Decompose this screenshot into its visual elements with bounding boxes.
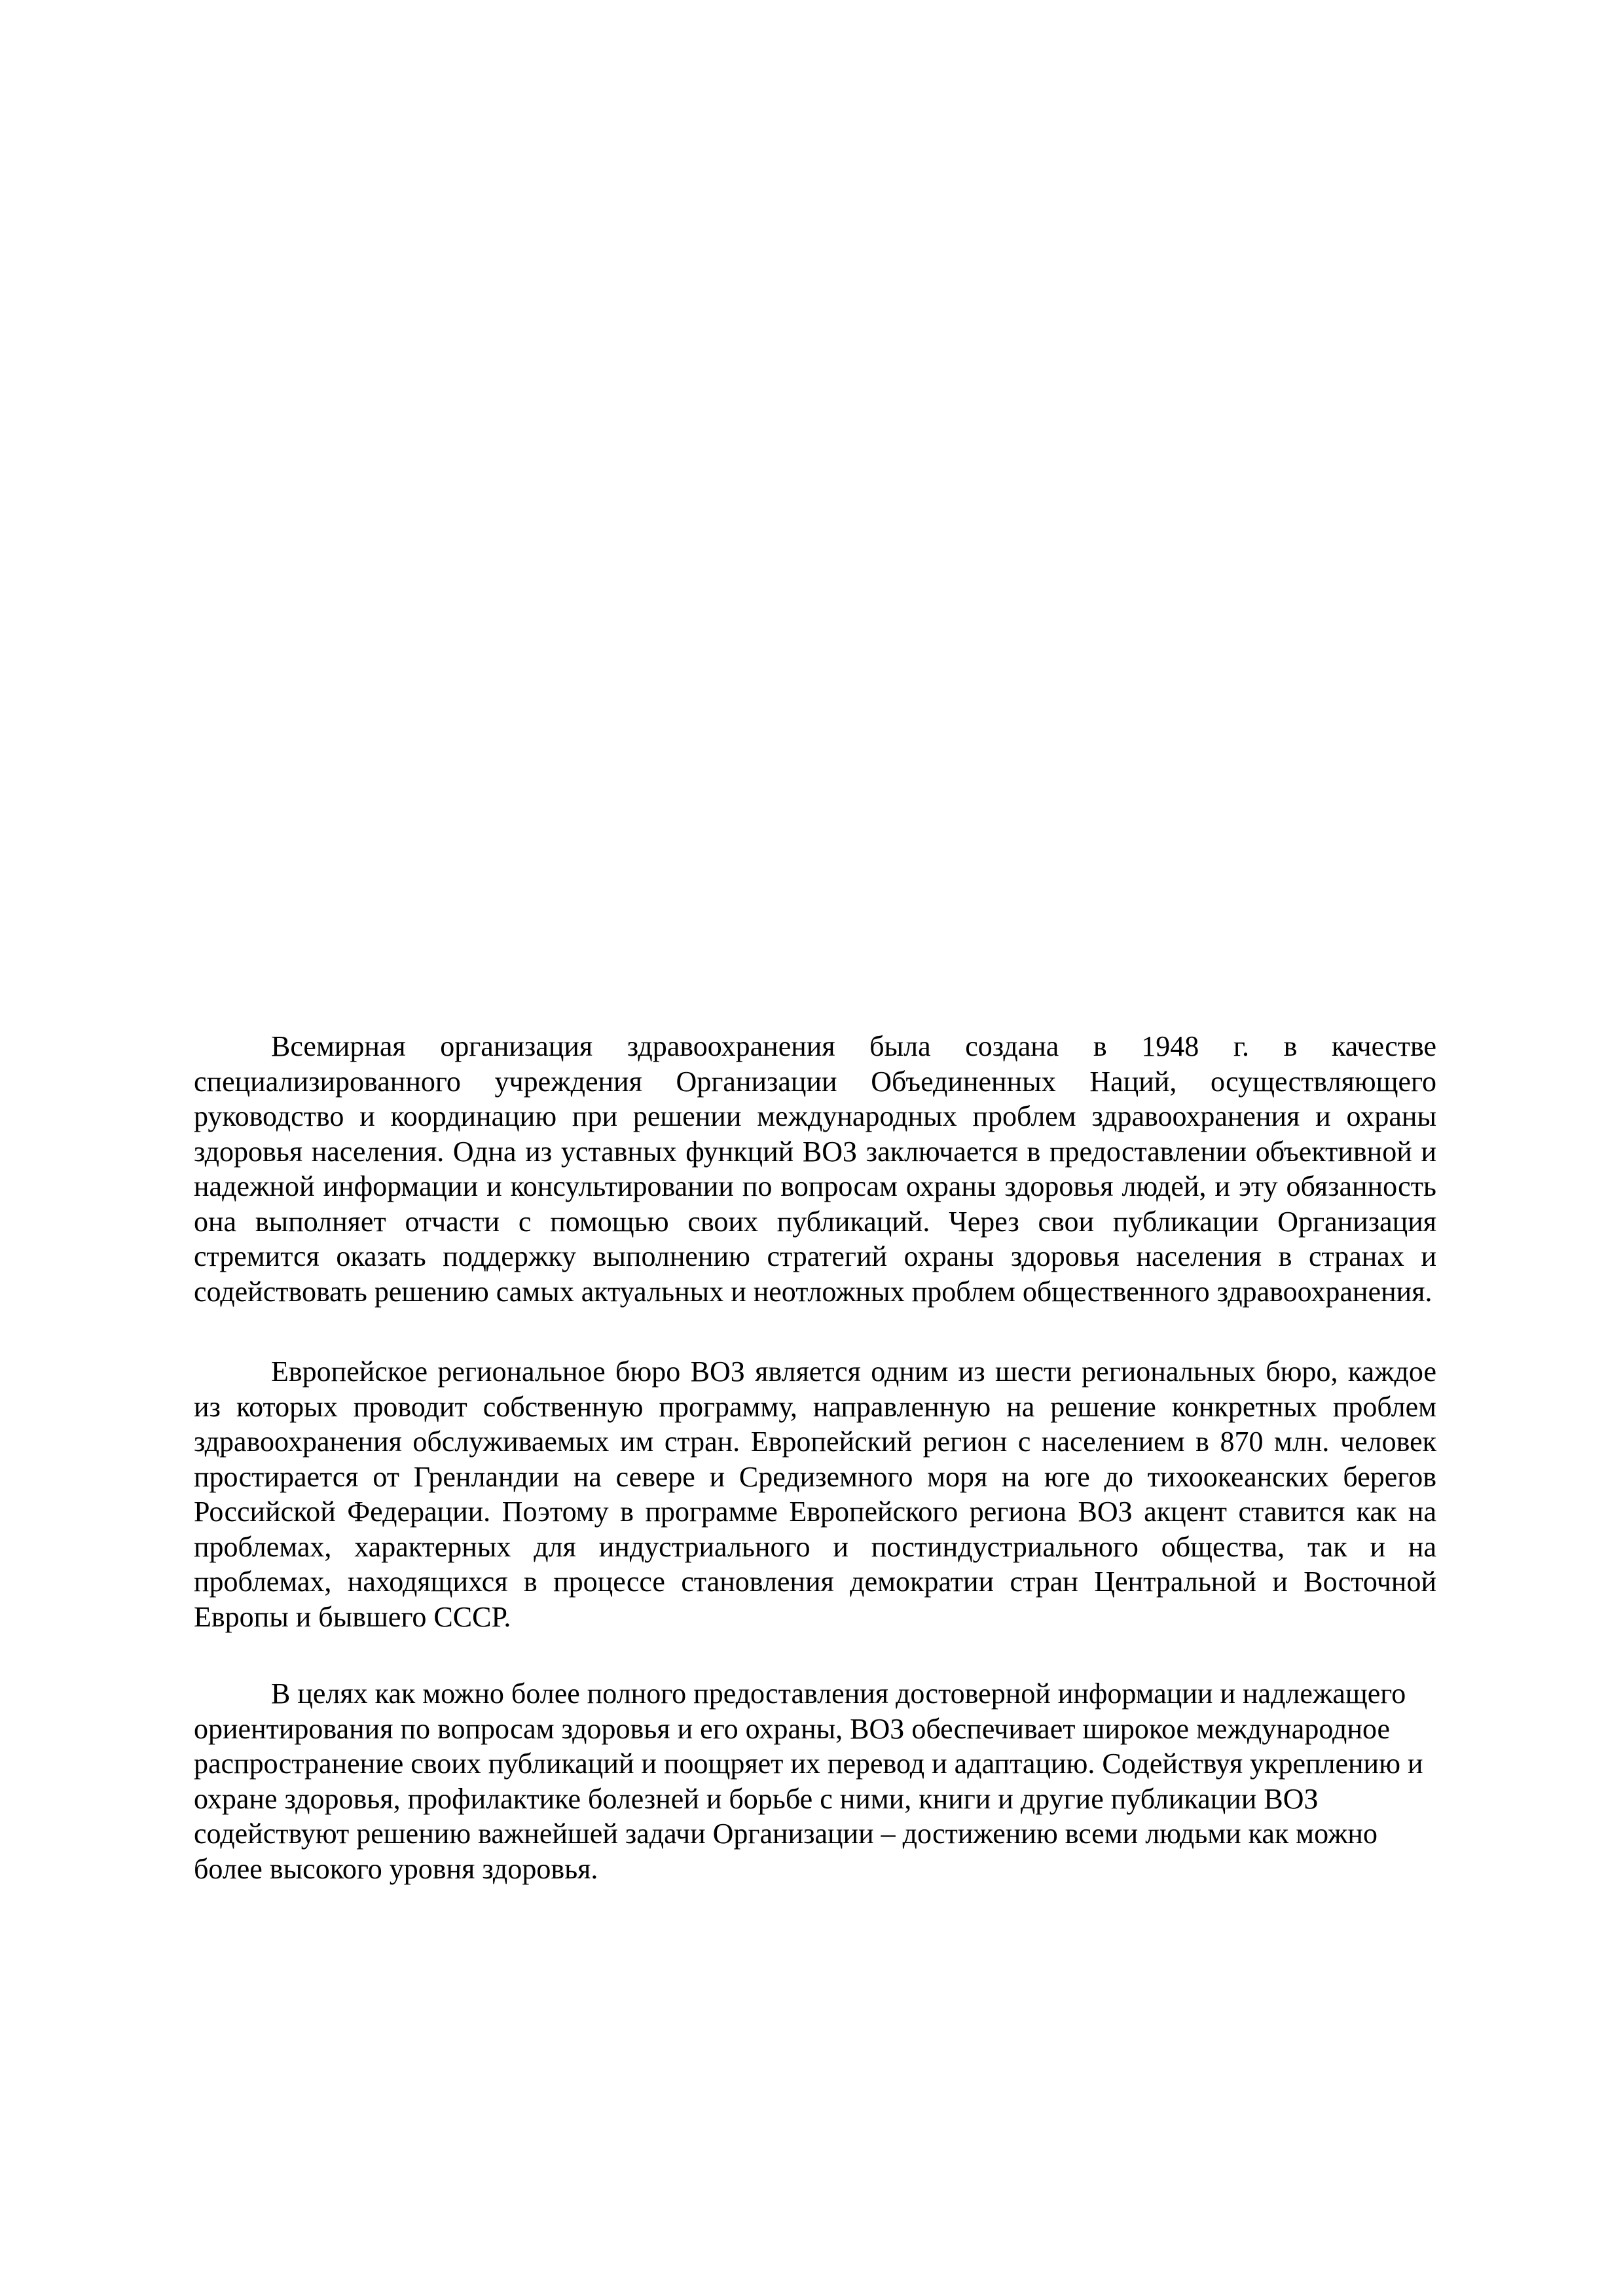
paragraph-european-office: Европейское региональное бюро ВОЗ является одним из шести региональных бюро, каждое из которых проводит собственную программу, направленную на решение конкретных проблем здравоохранения обслуживаемых им стран. Европейский регион с населением в 870 млн. человек простирается от Гренландии на севере и Средиземного моря на юге до тихоокеанских берегов Российской Федерации. Поэтому в программе Европейского региона ВОЗ акцент ставится как на проблемах, характерных для индустриального и постиндустриального общества, так и на проблемах, находящихся в процессе становления демократии стран Центральной и Восточной Европы и бывшего СССР.: [194, 1355, 1436, 1633]
paragraph-publications: В целях как можно более полного предоставления достоверной информации и надлежащего ориентирования по вопросам здоровья и его охраны, ВОЗ обеспечивает широкое международное распространение своих публикаций и поощряет их перевод и адаптацию. Содействуя укреплению и охране здоровья, профилактике болезней и борьбе с ними, книги и другие публикации ВОЗ содействуют решению важнейшей задачи Организации – достижению всеми людьми как можно более высокого уровня здоровья.: [194, 1677, 1423, 1885]
body-text: [194, 1029, 1436, 1886]
paragraph-who-founding: Всемирная организация здравоохранения была создана в 1948 г. в качестве специализированного учреждения Организации Объединенных Наций, осуществляющего руководство и координацию при решении международных проблем здравоохранения и охраны здоровья населения. Одна из уставных функций ВОЗ заключается в предоставлении объективной и надежной информации и консультировании по вопросам охраны здоровья людей, и эту обязанность она выполняет отчасти с помощью своих публикаций. Через свои публикации Организация стремится оказать поддержку выполнению стратегий охраны здоровья населения в странах и содействовать решению самых актуальных и неотложных проблем общественного здравоохранения.: [194, 1030, 1436, 1308]
